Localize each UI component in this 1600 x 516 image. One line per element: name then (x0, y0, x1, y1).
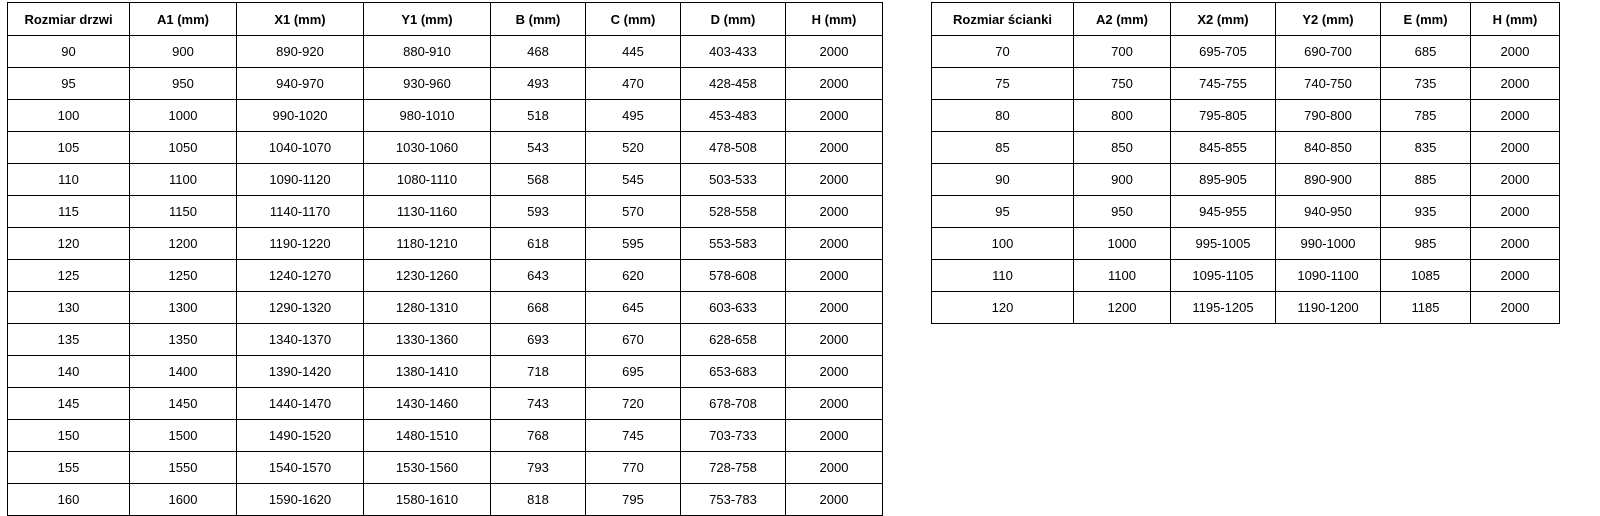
table-cell: 768 (491, 420, 586, 452)
table-cell: 2000 (1471, 100, 1560, 132)
table-cell: 840-850 (1276, 132, 1381, 164)
table-cell: 793 (491, 452, 586, 484)
table-cell: 670 (586, 324, 681, 356)
table-cell: 2000 (786, 484, 883, 516)
table-cell: 1530-1560 (364, 452, 491, 484)
table-cell: 745-755 (1171, 68, 1276, 100)
table-cell: 80 (932, 100, 1074, 132)
table-cell: 2000 (786, 100, 883, 132)
doors-dimensions-table (7, 2, 883, 516)
table-cell: 1430-1460 (364, 388, 491, 420)
table-cell: 818 (491, 484, 586, 516)
table-cell: 1140-1170 (237, 196, 364, 228)
table-cell: 720 (586, 388, 681, 420)
table-cell: 593 (491, 196, 586, 228)
table-row (8, 452, 883, 484)
table-cell: 795 (586, 484, 681, 516)
table-cell: 2000 (1471, 132, 1560, 164)
table-cell: 2000 (786, 164, 883, 196)
table-cell: 2000 (786, 292, 883, 324)
table-cell: 950 (130, 68, 237, 100)
table-row (932, 68, 1560, 100)
table-cell: 940-970 (237, 68, 364, 100)
table-cell: 1400 (130, 356, 237, 388)
table-cell: 120 (8, 228, 130, 260)
table-cell: 985 (1381, 228, 1471, 260)
table-cell: 1550 (130, 452, 237, 484)
table-cell: 2000 (786, 324, 883, 356)
column-header: H (mm) (1471, 3, 1560, 36)
table-cell: 1090-1100 (1276, 260, 1381, 292)
table-cell: 1230-1260 (364, 260, 491, 292)
table-cell: 2000 (1471, 36, 1560, 68)
table-cell: 950 (1074, 196, 1171, 228)
table-row (932, 100, 1560, 132)
table-row (932, 196, 1560, 228)
table-cell: 495 (586, 100, 681, 132)
table-cell: 518 (491, 100, 586, 132)
table-cell: 110 (8, 164, 130, 196)
table-cell: 493 (491, 68, 586, 100)
table-cell: 645 (586, 292, 681, 324)
table-cell: 890-900 (1276, 164, 1381, 196)
table-cell: 900 (1074, 164, 1171, 196)
table-cell: 1000 (130, 100, 237, 132)
table-cell: 1490-1520 (237, 420, 364, 452)
table-cell: 695-705 (1171, 36, 1276, 68)
table-cell: 790-800 (1276, 100, 1381, 132)
table-cell: 2000 (786, 356, 883, 388)
table-cell: 445 (586, 36, 681, 68)
table-cell: 2000 (786, 132, 883, 164)
table-cell: 1150 (130, 196, 237, 228)
table-cell: 653-683 (681, 356, 786, 388)
table-cell: 1190-1220 (237, 228, 364, 260)
table-cell: 140 (8, 356, 130, 388)
table-cell: 643 (491, 260, 586, 292)
table-cell: 478-508 (681, 132, 786, 164)
table-cell: 1200 (130, 228, 237, 260)
table-cell: 553-583 (681, 228, 786, 260)
table-row (8, 68, 883, 100)
table-cell: 85 (932, 132, 1074, 164)
table-cell: 900 (130, 36, 237, 68)
table-cell: 568 (491, 164, 586, 196)
table-cell: 743 (491, 388, 586, 420)
table-cell: 685 (1381, 36, 1471, 68)
table-row (8, 260, 883, 292)
table-cell: 468 (491, 36, 586, 68)
table-cell: 120 (932, 292, 1074, 324)
table-cell: 1190-1200 (1276, 292, 1381, 324)
table-cell: 1380-1410 (364, 356, 491, 388)
table-row (8, 196, 883, 228)
table-cell: 105 (8, 132, 130, 164)
table-cell: 2000 (1471, 228, 1560, 260)
table-cell: 2000 (786, 228, 883, 260)
table-row (932, 164, 1560, 196)
table-row (932, 132, 1560, 164)
table-cell: 890-920 (237, 36, 364, 68)
table-cell: 135 (8, 324, 130, 356)
table-cell: 100 (932, 228, 1074, 260)
table-cell: 130 (8, 292, 130, 324)
table-cell: 1050 (130, 132, 237, 164)
table-row (8, 356, 883, 388)
table-cell: 990-1020 (237, 100, 364, 132)
table-cell: 1195-1205 (1171, 292, 1276, 324)
table-cell: 2000 (1471, 68, 1560, 100)
table-cell: 628-658 (681, 324, 786, 356)
table-cell: 145 (8, 388, 130, 420)
table-cell: 1450 (130, 388, 237, 420)
column-header: C (mm) (586, 3, 681, 36)
table-cell: 1590-1620 (237, 484, 364, 516)
table-cell: 1185 (1381, 292, 1471, 324)
table-cell: 2000 (786, 420, 883, 452)
table-cell: 1350 (130, 324, 237, 356)
table-cell: 520 (586, 132, 681, 164)
walls-dimensions-table-container (931, 2, 1560, 324)
table-cell: 895-905 (1171, 164, 1276, 196)
table-header-row (932, 3, 1560, 36)
table-cell: 850 (1074, 132, 1171, 164)
table-cell: 885 (1381, 164, 1471, 196)
table-cell: 1180-1210 (364, 228, 491, 260)
table-cell: 1280-1310 (364, 292, 491, 324)
table-cell: 2000 (786, 68, 883, 100)
table-cell: 1300 (130, 292, 237, 324)
table-cell: 620 (586, 260, 681, 292)
table-cell: 1440-1470 (237, 388, 364, 420)
table-cell: 95 (8, 68, 130, 100)
table-cell: 95 (932, 196, 1074, 228)
table-row (8, 36, 883, 68)
table-cell: 1580-1610 (364, 484, 491, 516)
table-cell: 2000 (1471, 292, 1560, 324)
table-cell: 750 (1074, 68, 1171, 100)
table-cell: 453-483 (681, 100, 786, 132)
table-cell: 930-960 (364, 68, 491, 100)
table-cell: 160 (8, 484, 130, 516)
table-cell: 70 (932, 36, 1074, 68)
table-cell: 543 (491, 132, 586, 164)
table-cell: 603-633 (681, 292, 786, 324)
table-cell: 470 (586, 68, 681, 100)
table-cell: 1130-1160 (364, 196, 491, 228)
table-cell: 1390-1420 (237, 356, 364, 388)
table-cell: 1200 (1074, 292, 1171, 324)
table-cell: 845-855 (1171, 132, 1276, 164)
table-cell: 1540-1570 (237, 452, 364, 484)
table-row (8, 132, 883, 164)
table-cell: 1095-1105 (1171, 260, 1276, 292)
table-cell: 800 (1074, 100, 1171, 132)
table-cell: 690-700 (1276, 36, 1381, 68)
table-cell: 703-733 (681, 420, 786, 452)
table-cell: 1000 (1074, 228, 1171, 260)
table-cell: 1250 (130, 260, 237, 292)
column-header: Y2 (mm) (1276, 3, 1381, 36)
table-cell: 995-1005 (1171, 228, 1276, 260)
table-cell: 1290-1320 (237, 292, 364, 324)
table-cell: 1090-1120 (237, 164, 364, 196)
doors-dimensions-table-container (7, 2, 883, 516)
column-header: A2 (mm) (1074, 3, 1171, 36)
table-cell: 1080-1110 (364, 164, 491, 196)
table-cell: 125 (8, 260, 130, 292)
table-header-row (8, 3, 883, 36)
table-row (932, 36, 1560, 68)
column-header: D (mm) (681, 3, 786, 36)
table-cell: 1100 (130, 164, 237, 196)
table-cell: 940-950 (1276, 196, 1381, 228)
column-header: E (mm) (1381, 3, 1471, 36)
table-cell: 745 (586, 420, 681, 452)
table-cell: 618 (491, 228, 586, 260)
table-cell: 90 (932, 164, 1074, 196)
table-cell: 75 (932, 68, 1074, 100)
table-cell: 718 (491, 356, 586, 388)
table-cell: 795-805 (1171, 100, 1276, 132)
table-cell: 2000 (786, 388, 883, 420)
table-cell: 570 (586, 196, 681, 228)
table-cell: 740-750 (1276, 68, 1381, 100)
table-cell: 155 (8, 452, 130, 484)
table-cell: 945-955 (1171, 196, 1276, 228)
table-cell: 528-558 (681, 196, 786, 228)
column-header: Rozmiar drzwi (8, 3, 130, 36)
table-cell: 2000 (1471, 196, 1560, 228)
column-header: X2 (mm) (1171, 3, 1276, 36)
table-cell: 990-1000 (1276, 228, 1381, 260)
table-cell: 880-910 (364, 36, 491, 68)
table-row (8, 420, 883, 452)
table-cell: 100 (8, 100, 130, 132)
table-cell: 2000 (1471, 164, 1560, 196)
table-cell: 728-758 (681, 452, 786, 484)
table-cell: 2000 (786, 452, 883, 484)
table-cell: 1480-1510 (364, 420, 491, 452)
table-cell: 1085 (1381, 260, 1471, 292)
table-cell: 595 (586, 228, 681, 260)
table-cell: 785 (1381, 100, 1471, 132)
table-cell: 700 (1074, 36, 1171, 68)
table-cell: 753-783 (681, 484, 786, 516)
table-cell: 1600 (130, 484, 237, 516)
table-row (8, 324, 883, 356)
table-cell: 545 (586, 164, 681, 196)
table-row (8, 164, 883, 196)
table-cell: 2000 (786, 36, 883, 68)
table-cell: 2000 (1471, 260, 1560, 292)
table-cell: 2000 (786, 196, 883, 228)
walls-dimensions-table (931, 2, 1560, 324)
table-row (8, 388, 883, 420)
table-cell: 835 (1381, 132, 1471, 164)
table-cell: 695 (586, 356, 681, 388)
column-header: X1 (mm) (237, 3, 364, 36)
column-header: Y1 (mm) (364, 3, 491, 36)
table-cell: 150 (8, 420, 130, 452)
table-cell: 1330-1360 (364, 324, 491, 356)
table-cell: 980-1010 (364, 100, 491, 132)
column-header: H (mm) (786, 3, 883, 36)
table-cell: 110 (932, 260, 1074, 292)
table-cell: 678-708 (681, 388, 786, 420)
table-cell: 693 (491, 324, 586, 356)
table-cell: 1240-1270 (237, 260, 364, 292)
table-row (8, 292, 883, 324)
table-cell: 578-608 (681, 260, 786, 292)
table-cell: 935 (1381, 196, 1471, 228)
table-row (932, 228, 1560, 260)
column-header: A1 (mm) (130, 3, 237, 36)
table-row (8, 484, 883, 516)
table-cell: 735 (1381, 68, 1471, 100)
table-row (932, 292, 1560, 324)
column-header: Rozmiar ścianki (932, 3, 1074, 36)
table-row (8, 228, 883, 260)
table-row (8, 100, 883, 132)
column-header: B (mm) (491, 3, 586, 36)
table-cell: 428-458 (681, 68, 786, 100)
table-cell: 2000 (786, 260, 883, 292)
table-cell: 668 (491, 292, 586, 324)
table-cell: 403-433 (681, 36, 786, 68)
table-cell: 1030-1060 (364, 132, 491, 164)
table-row (932, 260, 1560, 292)
table-cell: 503-533 (681, 164, 786, 196)
table-cell: 1500 (130, 420, 237, 452)
table-cell: 1340-1370 (237, 324, 364, 356)
table-cell: 1040-1070 (237, 132, 364, 164)
table-cell: 770 (586, 452, 681, 484)
table-cell: 115 (8, 196, 130, 228)
table-cell: 1100 (1074, 260, 1171, 292)
table-cell: 90 (8, 36, 130, 68)
